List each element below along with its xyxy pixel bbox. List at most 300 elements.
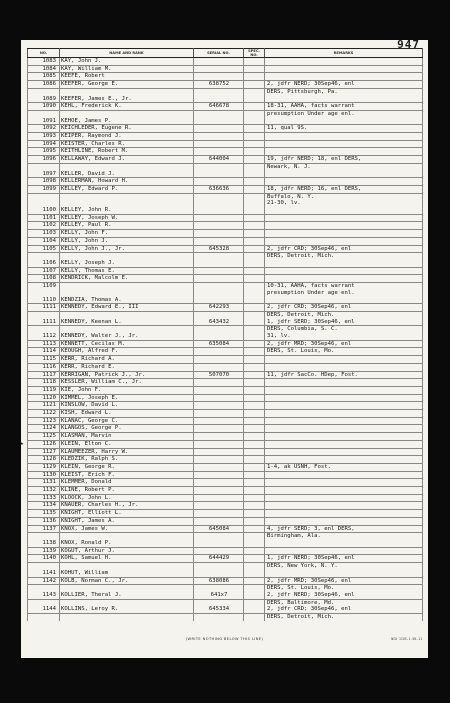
table-row xyxy=(28,178,423,186)
punch-hole-left xyxy=(151,688,162,699)
row-serial xyxy=(194,440,244,448)
row-number: 1124 xyxy=(28,425,60,433)
row-number: 1133 xyxy=(28,494,60,502)
row-spec xyxy=(244,525,265,533)
row-name: KELLY, John J. xyxy=(60,237,194,245)
table-row xyxy=(28,81,423,89)
row-remarks xyxy=(265,171,423,178)
table-row xyxy=(28,110,423,117)
row-spec xyxy=(244,311,265,318)
row-name: KERRIGAN, Patrick J., Jr. xyxy=(60,371,194,379)
row-number xyxy=(28,253,60,260)
row-remarks: Newark, N. J. xyxy=(265,163,423,170)
row-spec xyxy=(244,547,265,555)
row-name: KEICHLEDER, Eugene R. xyxy=(60,125,194,133)
row-spec xyxy=(244,133,265,141)
row-number: 1106 xyxy=(28,260,60,267)
table-row xyxy=(28,577,423,585)
table-row xyxy=(28,200,423,207)
row-remarks xyxy=(265,510,423,518)
row-serial xyxy=(194,463,244,471)
row-spec xyxy=(244,290,265,297)
row-remarks xyxy=(265,267,423,275)
row-remarks xyxy=(265,502,423,510)
row-serial xyxy=(194,410,244,418)
row-spec xyxy=(244,193,265,200)
row-spec xyxy=(244,371,265,379)
row-serial xyxy=(194,214,244,222)
row-spec xyxy=(244,96,265,103)
row-name: KINSLOW, David L. xyxy=(60,402,194,410)
row-name: KAY, William M. xyxy=(60,65,194,73)
row-name: KAY, John J. xyxy=(60,58,194,66)
row-number: 1113 xyxy=(28,340,60,348)
row-serial: 645334 xyxy=(194,606,244,613)
row-spec xyxy=(244,103,265,111)
table-row xyxy=(28,96,423,103)
row-serial xyxy=(194,133,244,141)
row-number: 1125 xyxy=(28,433,60,441)
row-number xyxy=(28,163,60,170)
row-serial xyxy=(194,502,244,510)
table-row xyxy=(28,311,423,318)
row-remarks: presumption Under age enl. xyxy=(265,290,423,297)
row-remarks: DERS, Columbia, S. C. xyxy=(265,326,423,333)
row-remarks xyxy=(265,133,423,141)
row-spec xyxy=(244,570,265,577)
row-spec xyxy=(244,304,265,312)
row-serial xyxy=(194,163,244,170)
row-serial xyxy=(194,348,244,356)
row-spec xyxy=(244,245,265,253)
row-serial xyxy=(194,88,244,95)
row-serial: 641x7 xyxy=(194,592,244,599)
table-row xyxy=(28,394,423,402)
row-name xyxy=(60,193,194,200)
row-remarks xyxy=(265,547,423,555)
row-spec xyxy=(244,275,265,283)
row-remarks xyxy=(265,517,423,525)
row-name xyxy=(60,614,194,621)
row-remarks: 11, jdfr SacCo. HDep, Fost. xyxy=(265,371,423,379)
row-number: 1092 xyxy=(28,125,60,133)
row-spec xyxy=(244,379,265,387)
row-name: KELLY, John F. xyxy=(60,230,194,238)
table-row xyxy=(28,275,423,283)
row-serial xyxy=(194,297,244,304)
row-name: KERR, Richard E. xyxy=(60,363,194,371)
row-remarks xyxy=(265,58,423,66)
table-row xyxy=(28,156,423,164)
row-name: KEEFER, George E. xyxy=(60,81,194,89)
row-spec xyxy=(244,585,265,592)
table-row xyxy=(28,348,423,356)
row-spec xyxy=(244,283,265,290)
form-code: NCO 1CUS-1-50-11 xyxy=(391,637,422,641)
row-number: 1130 xyxy=(28,471,60,479)
row-remarks xyxy=(265,540,423,547)
row-spec xyxy=(244,348,265,356)
row-number: 1132 xyxy=(28,487,60,495)
row-remarks: presumption Under age enl. xyxy=(265,110,423,117)
row-remarks xyxy=(265,570,423,577)
table-row xyxy=(28,510,423,518)
row-serial xyxy=(194,110,244,117)
table-row xyxy=(28,58,423,66)
row-serial xyxy=(194,125,244,133)
row-number: 1083 xyxy=(28,58,60,66)
row-remarks: 1-4, ak USNH, Fost. xyxy=(265,463,423,471)
row-number: 1136 xyxy=(28,517,60,525)
table-row xyxy=(28,245,423,253)
table-row xyxy=(28,547,423,555)
roster-body xyxy=(20,58,423,621)
row-remarks xyxy=(265,448,423,456)
row-name: KLANGOS, George P. xyxy=(60,425,194,433)
row-remarks xyxy=(265,260,423,267)
star-mark-icon: ★ xyxy=(20,439,24,447)
row-serial xyxy=(194,333,244,340)
row-number: 1101 xyxy=(28,214,60,222)
row-spec xyxy=(244,207,265,214)
table-row xyxy=(28,614,423,621)
row-number: 1114 xyxy=(28,348,60,356)
row-remarks xyxy=(265,417,423,425)
row-number: 1137 xyxy=(28,525,60,533)
row-number: 1098 xyxy=(28,178,60,186)
row-serial: 636636 xyxy=(194,185,244,193)
row-remarks: 2, jdfr NERD; 30Sep46, enl xyxy=(265,81,423,89)
row-number xyxy=(28,290,60,297)
row-name: KERR, Richard A. xyxy=(60,356,194,364)
table-row xyxy=(28,606,423,613)
row-serial xyxy=(194,517,244,525)
row-serial xyxy=(194,311,244,318)
row-spec xyxy=(244,200,265,207)
row-name: KLASMAN, Marvin xyxy=(60,433,194,441)
table-row xyxy=(28,585,423,592)
table-row xyxy=(28,570,423,577)
header-row xyxy=(28,49,423,58)
row-number xyxy=(28,88,60,95)
header-name: NAME AND RANK xyxy=(60,49,194,58)
row-remarks xyxy=(265,394,423,402)
row-number: 1122 xyxy=(28,410,60,418)
row-remarks xyxy=(265,230,423,238)
row-remarks: 11, qual 9S. xyxy=(265,125,423,133)
row-name xyxy=(60,533,194,540)
row-remarks xyxy=(265,207,423,214)
row-name: KELLERMAN, Howard H. xyxy=(60,178,194,186)
row-serial: 638086 xyxy=(194,577,244,585)
row-name: KEEFE, Robert xyxy=(60,73,194,81)
table-row xyxy=(28,340,423,348)
row-serial xyxy=(194,448,244,456)
row-number: 1111 xyxy=(28,319,60,326)
row-number: 1109 xyxy=(28,283,60,290)
row-spec xyxy=(244,73,265,81)
row-serial xyxy=(194,148,244,156)
row-serial xyxy=(194,230,244,238)
row-spec xyxy=(244,88,265,95)
row-number: 1112 xyxy=(28,333,60,340)
row-serial: 645328 xyxy=(194,245,244,253)
row-remarks xyxy=(265,140,423,148)
row-number: 1138 xyxy=(28,540,60,547)
row-name: KOLLIER, Theral J. xyxy=(60,592,194,599)
row-serial: 507070 xyxy=(194,371,244,379)
row-name: KELLEY, Joseph W. xyxy=(60,214,194,222)
row-spec xyxy=(244,185,265,193)
table-row xyxy=(28,283,423,290)
row-serial xyxy=(194,140,244,148)
row-name: KENNEDY, Keenan L. xyxy=(60,319,194,326)
table-row xyxy=(28,555,423,563)
row-number: 1131 xyxy=(28,479,60,487)
row-spec xyxy=(244,540,265,547)
row-number: 1111 xyxy=(28,304,60,312)
table-row xyxy=(28,494,423,502)
table-row xyxy=(28,433,423,441)
row-serial xyxy=(194,570,244,577)
row-remarks: 2, jdfr MRD; 30Sep46, enl xyxy=(265,577,423,585)
row-number: 1118 xyxy=(28,379,60,387)
row-number: 1127 xyxy=(28,448,60,456)
row-name: KLINE, Robert P. xyxy=(60,487,194,495)
header-no: NO. xyxy=(28,49,60,58)
row-serial xyxy=(194,471,244,479)
row-number: 1139 xyxy=(28,547,60,555)
row-serial xyxy=(194,275,244,283)
row-name: KNIGHT, James A. xyxy=(60,517,194,525)
row-spec xyxy=(244,606,265,613)
row-spec xyxy=(244,614,265,621)
row-name: KLEMMER, Donald xyxy=(60,479,194,487)
row-serial: 643432 xyxy=(194,319,244,326)
row-serial xyxy=(194,456,244,464)
row-number: 1143 xyxy=(28,592,60,599)
row-name: KEHOE, James P. xyxy=(60,118,194,125)
row-serial xyxy=(194,253,244,260)
row-serial xyxy=(194,326,244,333)
table-row xyxy=(28,230,423,238)
row-number: 1123 xyxy=(28,417,60,425)
row-number: 1142 xyxy=(28,577,60,585)
row-remarks xyxy=(265,494,423,502)
row-serial: 645084 xyxy=(194,525,244,533)
table-row xyxy=(28,410,423,418)
row-spec xyxy=(244,394,265,402)
row-remarks xyxy=(265,410,423,418)
row-serial xyxy=(194,425,244,433)
row-name: KELLEY, Edward P. xyxy=(60,185,194,193)
row-spec xyxy=(244,456,265,464)
row-number xyxy=(28,599,60,606)
table-row xyxy=(28,290,423,297)
row-number: 1097 xyxy=(28,171,60,178)
row-spec xyxy=(244,592,265,599)
table-row xyxy=(28,471,423,479)
row-name: KELLER, David J. xyxy=(60,171,194,178)
row-number: 1084 xyxy=(28,65,60,73)
row-name: KEIPER, Raymond J. xyxy=(60,133,194,141)
row-serial xyxy=(194,267,244,275)
row-name xyxy=(60,200,194,207)
row-remarks: 18, jdfr NERD; 16, enl DERS, xyxy=(265,185,423,193)
row-name: KIMMEL, Joseph E. xyxy=(60,394,194,402)
row-name: KENNETT, Cecilas M. xyxy=(60,340,194,348)
table-row xyxy=(28,402,423,410)
row-remarks: DERS, Detroit, Mich. xyxy=(265,253,423,260)
row-name: KLEIN, George R. xyxy=(60,463,194,471)
row-number: 1119 xyxy=(28,386,60,394)
row-serial xyxy=(194,386,244,394)
row-remarks xyxy=(265,73,423,81)
row-serial xyxy=(194,494,244,502)
row-serial xyxy=(194,433,244,441)
row-name: KOHL, Samuel H. xyxy=(60,555,194,563)
row-spec xyxy=(244,326,265,333)
row-remarks xyxy=(265,379,423,387)
row-name xyxy=(60,326,194,333)
table-row xyxy=(28,417,423,425)
row-serial xyxy=(194,394,244,402)
row-remarks xyxy=(265,471,423,479)
header-serial: SERIAL NO. xyxy=(194,49,244,58)
row-spec xyxy=(244,65,265,73)
row-remarks xyxy=(265,487,423,495)
row-spec xyxy=(244,471,265,479)
row-name xyxy=(60,253,194,260)
row-spec xyxy=(244,319,265,326)
row-number: 1107 xyxy=(28,267,60,275)
row-name xyxy=(60,585,194,592)
row-number: 1090 xyxy=(28,103,60,111)
row-name: KEEFER, James E., Jr. xyxy=(60,96,194,103)
row-name: KENDRICK, Malcolm E. xyxy=(60,275,194,283)
row-serial xyxy=(194,402,244,410)
row-spec xyxy=(244,448,265,456)
row-spec xyxy=(244,555,265,563)
row-name: KLOOCK, John L. xyxy=(60,494,194,502)
row-remarks: 4, jdfr SERD; 3, enl DERS, xyxy=(265,525,423,533)
row-spec xyxy=(244,402,265,410)
row-number: 1093 xyxy=(28,133,60,141)
row-name: KELLAWAY, Edward J. xyxy=(60,156,194,164)
row-remarks: 19, jdfr NERD; 18, enl DERS, xyxy=(265,156,423,164)
table-row xyxy=(28,386,423,394)
row-number xyxy=(28,614,60,621)
row-number: 1129 xyxy=(28,463,60,471)
table-row xyxy=(28,440,423,448)
row-number: 1121 xyxy=(28,402,60,410)
row-spec xyxy=(244,333,265,340)
row-name: KOHUT, William xyxy=(60,570,194,577)
row-number xyxy=(28,110,60,117)
table-row xyxy=(28,193,423,200)
row-serial: 642293 xyxy=(194,304,244,312)
row-remarks xyxy=(265,118,423,125)
row-name xyxy=(60,163,194,170)
table-row xyxy=(28,304,423,312)
row-spec xyxy=(244,494,265,502)
row-remarks: 2, jdfr CRD; 30Sep46, enl xyxy=(265,304,423,312)
table-row xyxy=(28,479,423,487)
row-spec xyxy=(244,487,265,495)
table-row xyxy=(28,463,423,471)
row-spec xyxy=(244,178,265,186)
row-serial xyxy=(194,533,244,540)
table-row xyxy=(28,502,423,510)
row-spec xyxy=(244,463,265,471)
row-remarks: DERS, New York, N. Y. xyxy=(265,563,423,570)
row-number xyxy=(28,563,60,570)
row-serial xyxy=(194,207,244,214)
roster-table xyxy=(20,48,423,621)
table-row xyxy=(28,267,423,275)
row-number: 1095 xyxy=(28,148,60,156)
row-spec xyxy=(244,356,265,364)
row-number: 1116 xyxy=(28,363,60,371)
table-row xyxy=(28,599,423,606)
row-serial xyxy=(194,260,244,267)
table-row xyxy=(28,533,423,540)
row-spec xyxy=(244,340,265,348)
row-name xyxy=(60,110,194,117)
row-serial xyxy=(194,363,244,371)
row-remarks xyxy=(265,275,423,283)
row-serial xyxy=(194,222,244,230)
row-name: KELLY, Joseph J. xyxy=(60,260,194,267)
row-number: 1135 xyxy=(28,510,60,518)
row-name: KOLLINS, Leroy R. xyxy=(60,606,194,613)
row-spec xyxy=(244,517,265,525)
row-number: 1102 xyxy=(28,222,60,230)
row-spec xyxy=(244,410,265,418)
row-remarks: 2, jdfr CRD; 30Sep46, enl xyxy=(265,245,423,253)
row-spec xyxy=(244,417,265,425)
row-number: 1099 xyxy=(28,185,60,193)
row-name: KNIGHT, Elliott L. xyxy=(60,510,194,518)
row-spec xyxy=(244,253,265,260)
row-remarks: 31, lv. xyxy=(265,333,423,340)
table-row xyxy=(28,425,423,433)
row-number: 1140 xyxy=(28,555,60,563)
row-remarks xyxy=(265,178,423,186)
header-remarks: REMARKS xyxy=(265,49,423,58)
row-spec xyxy=(244,81,265,89)
row-remarks: DERS, Detroit, Mich. xyxy=(265,311,423,318)
row-number: 1091 xyxy=(28,118,60,125)
row-remarks: 1, jdfr NERD; 30Sep46, enl xyxy=(265,555,423,563)
row-spec xyxy=(244,171,265,178)
row-serial xyxy=(194,417,244,425)
row-serial: 638752 xyxy=(194,81,244,89)
row-name: KELLEY, John R. xyxy=(60,207,194,214)
row-name: KISH, Edward L. xyxy=(60,410,194,418)
row-serial xyxy=(194,96,244,103)
roster-sheet xyxy=(21,40,428,658)
row-spec xyxy=(244,563,265,570)
row-serial xyxy=(194,356,244,364)
table-row xyxy=(28,88,423,95)
table-row xyxy=(28,140,423,148)
table-row xyxy=(28,456,423,464)
row-name: KOLB, Norman C., Jr. xyxy=(60,577,194,585)
table-row xyxy=(28,333,423,340)
row-number xyxy=(28,533,60,540)
row-serial xyxy=(194,614,244,621)
